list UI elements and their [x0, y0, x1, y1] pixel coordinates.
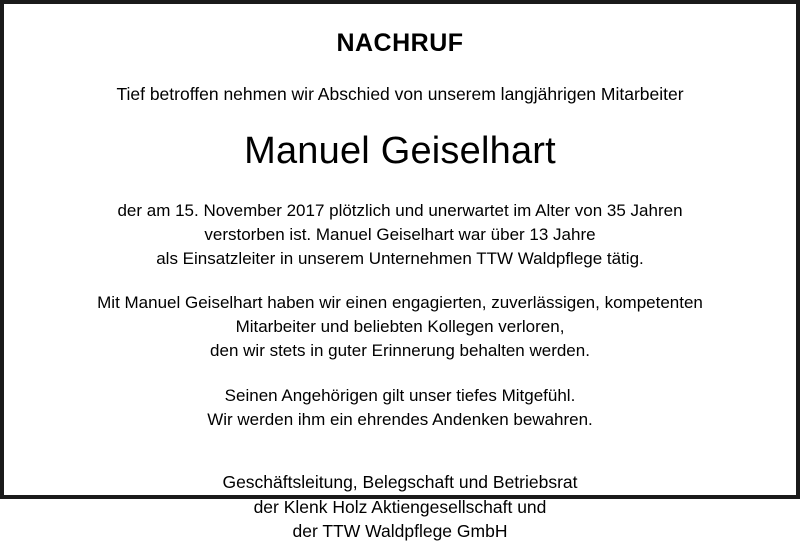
paragraph-line: Wir werden ihm ein ehrendes Andenken bewahren.	[207, 409, 593, 429]
signature-line: der Klenk Holz Aktiengesellschaft und	[253, 496, 547, 517]
paragraph-line: Mitarbeiter und beliebten Kollegen verloren,	[235, 317, 565, 337]
paragraph-condolences	[207, 384, 593, 432]
page-title: NACHRUF	[336, 29, 464, 57]
paragraph-line: der am 15. November 2017 plötzlich und unerwartet im Alter von 35 Jahren	[117, 200, 683, 220]
paragraph-line: Seinen Angehörigen gilt unser tiefes Mitgefühl.	[224, 385, 576, 405]
paragraph-line: verstorben ist. Manuel Geiselhart war über 13 Jahre	[204, 224, 596, 244]
paragraph-line: Mit Manuel Geiselhart haben wir einen engagierten, zuverlässigen, kompetenten	[97, 293, 703, 313]
deceased-name: Manuel Geiselhart	[244, 129, 556, 172]
signature-line: der TTW Waldpflege GmbH	[292, 521, 508, 542]
paragraph-tribute	[97, 291, 703, 363]
paragraph-line: als Einsatzleiter in unserem Unternehmen TTW Waldpflege tätig.	[156, 249, 644, 268]
intro-text: Tief betroffen nehmen wir Abschied von unserem langjährigen Mitarbeiter	[116, 84, 684, 104]
paragraph-line: den wir stets in guter Erinnerung behalten werden.	[210, 341, 590, 361]
paragraph-circumstances	[117, 199, 682, 271]
signature-line: Geschäftsleitung, Belegschaft und Betriebsrat	[222, 471, 578, 492]
signature-block	[222, 470, 577, 544]
